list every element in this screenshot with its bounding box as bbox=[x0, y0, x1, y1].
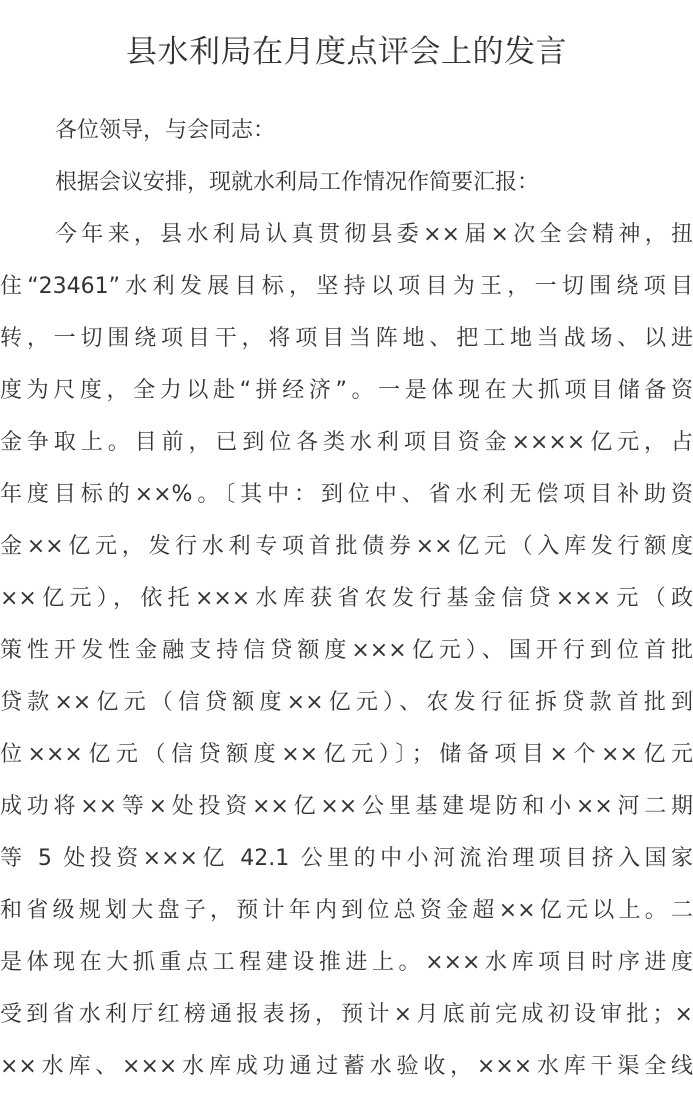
body-line: 金××亿元，发行水利专项首批债券××亿元（入库发行额度 bbox=[0, 534, 693, 559]
body-line: 和省级规划大盘子，预计年内到位总资金超××亿元以上。二 bbox=[0, 898, 693, 923]
body-line: 今年来，县水利局认真贯彻县委××届×次全会精神，扭 bbox=[55, 222, 693, 247]
body-line: ××水库、×××水库成功通过蓄水验收，×××水库干渠全线 bbox=[0, 1054, 693, 1079]
salutation-line: 各位领导，与会同志： bbox=[55, 118, 276, 143]
body-line: 度为尺度，全力以赴“拼经济”。一是体现在大抓项目储备资 bbox=[0, 378, 693, 403]
document-title: 县水利局在月度点评会上的发言 bbox=[126, 34, 567, 70]
body-line: 成功将××等×处投资××亿××公里基建堤防和小××河二期 bbox=[0, 794, 693, 819]
body-line: 等 5 处投资×××亿 42.1 公里的中小河流治理项目挤入国家 bbox=[0, 846, 693, 871]
body-line: 贷款××亿元（信贷额度××亿元）、农发行征拆贷款首批到 bbox=[0, 690, 693, 715]
intro-line: 根据会议安排，现就水利局工作情况作简要汇报： bbox=[55, 170, 540, 195]
body-line: 金争取上。目前，已到位各类水利项目资金××××亿元，占 bbox=[0, 430, 693, 455]
body-line: 转，一切围绕项目干，将项目当阵地、把工地当战场、以进 bbox=[0, 326, 693, 351]
body-line: 是体现在大抓重点工程建设推进上。×××水库项目时序进度 bbox=[0, 950, 693, 975]
body-line: 年度目标的××%。〔其中：到位中、省水利无偿项目补助资 bbox=[0, 482, 693, 507]
body-line: 受到省水利厅红榜通报表扬，预计×月底前完成初设审批；× bbox=[0, 1002, 693, 1027]
body-line: 策性开发性金融支持信贷额度×××亿元）、国开行到位首批 bbox=[0, 638, 693, 663]
body-line: 住“23461”水利发展目标，坚持以项目为王，一切围绕项目 bbox=[0, 274, 693, 299]
body-line: 位×××亿元（信贷额度××亿元）〕；储备项目×个××亿元 bbox=[0, 742, 693, 767]
body-line: ××亿元），依托×××水库获省农发行基金信贷×××元（政 bbox=[0, 586, 693, 611]
